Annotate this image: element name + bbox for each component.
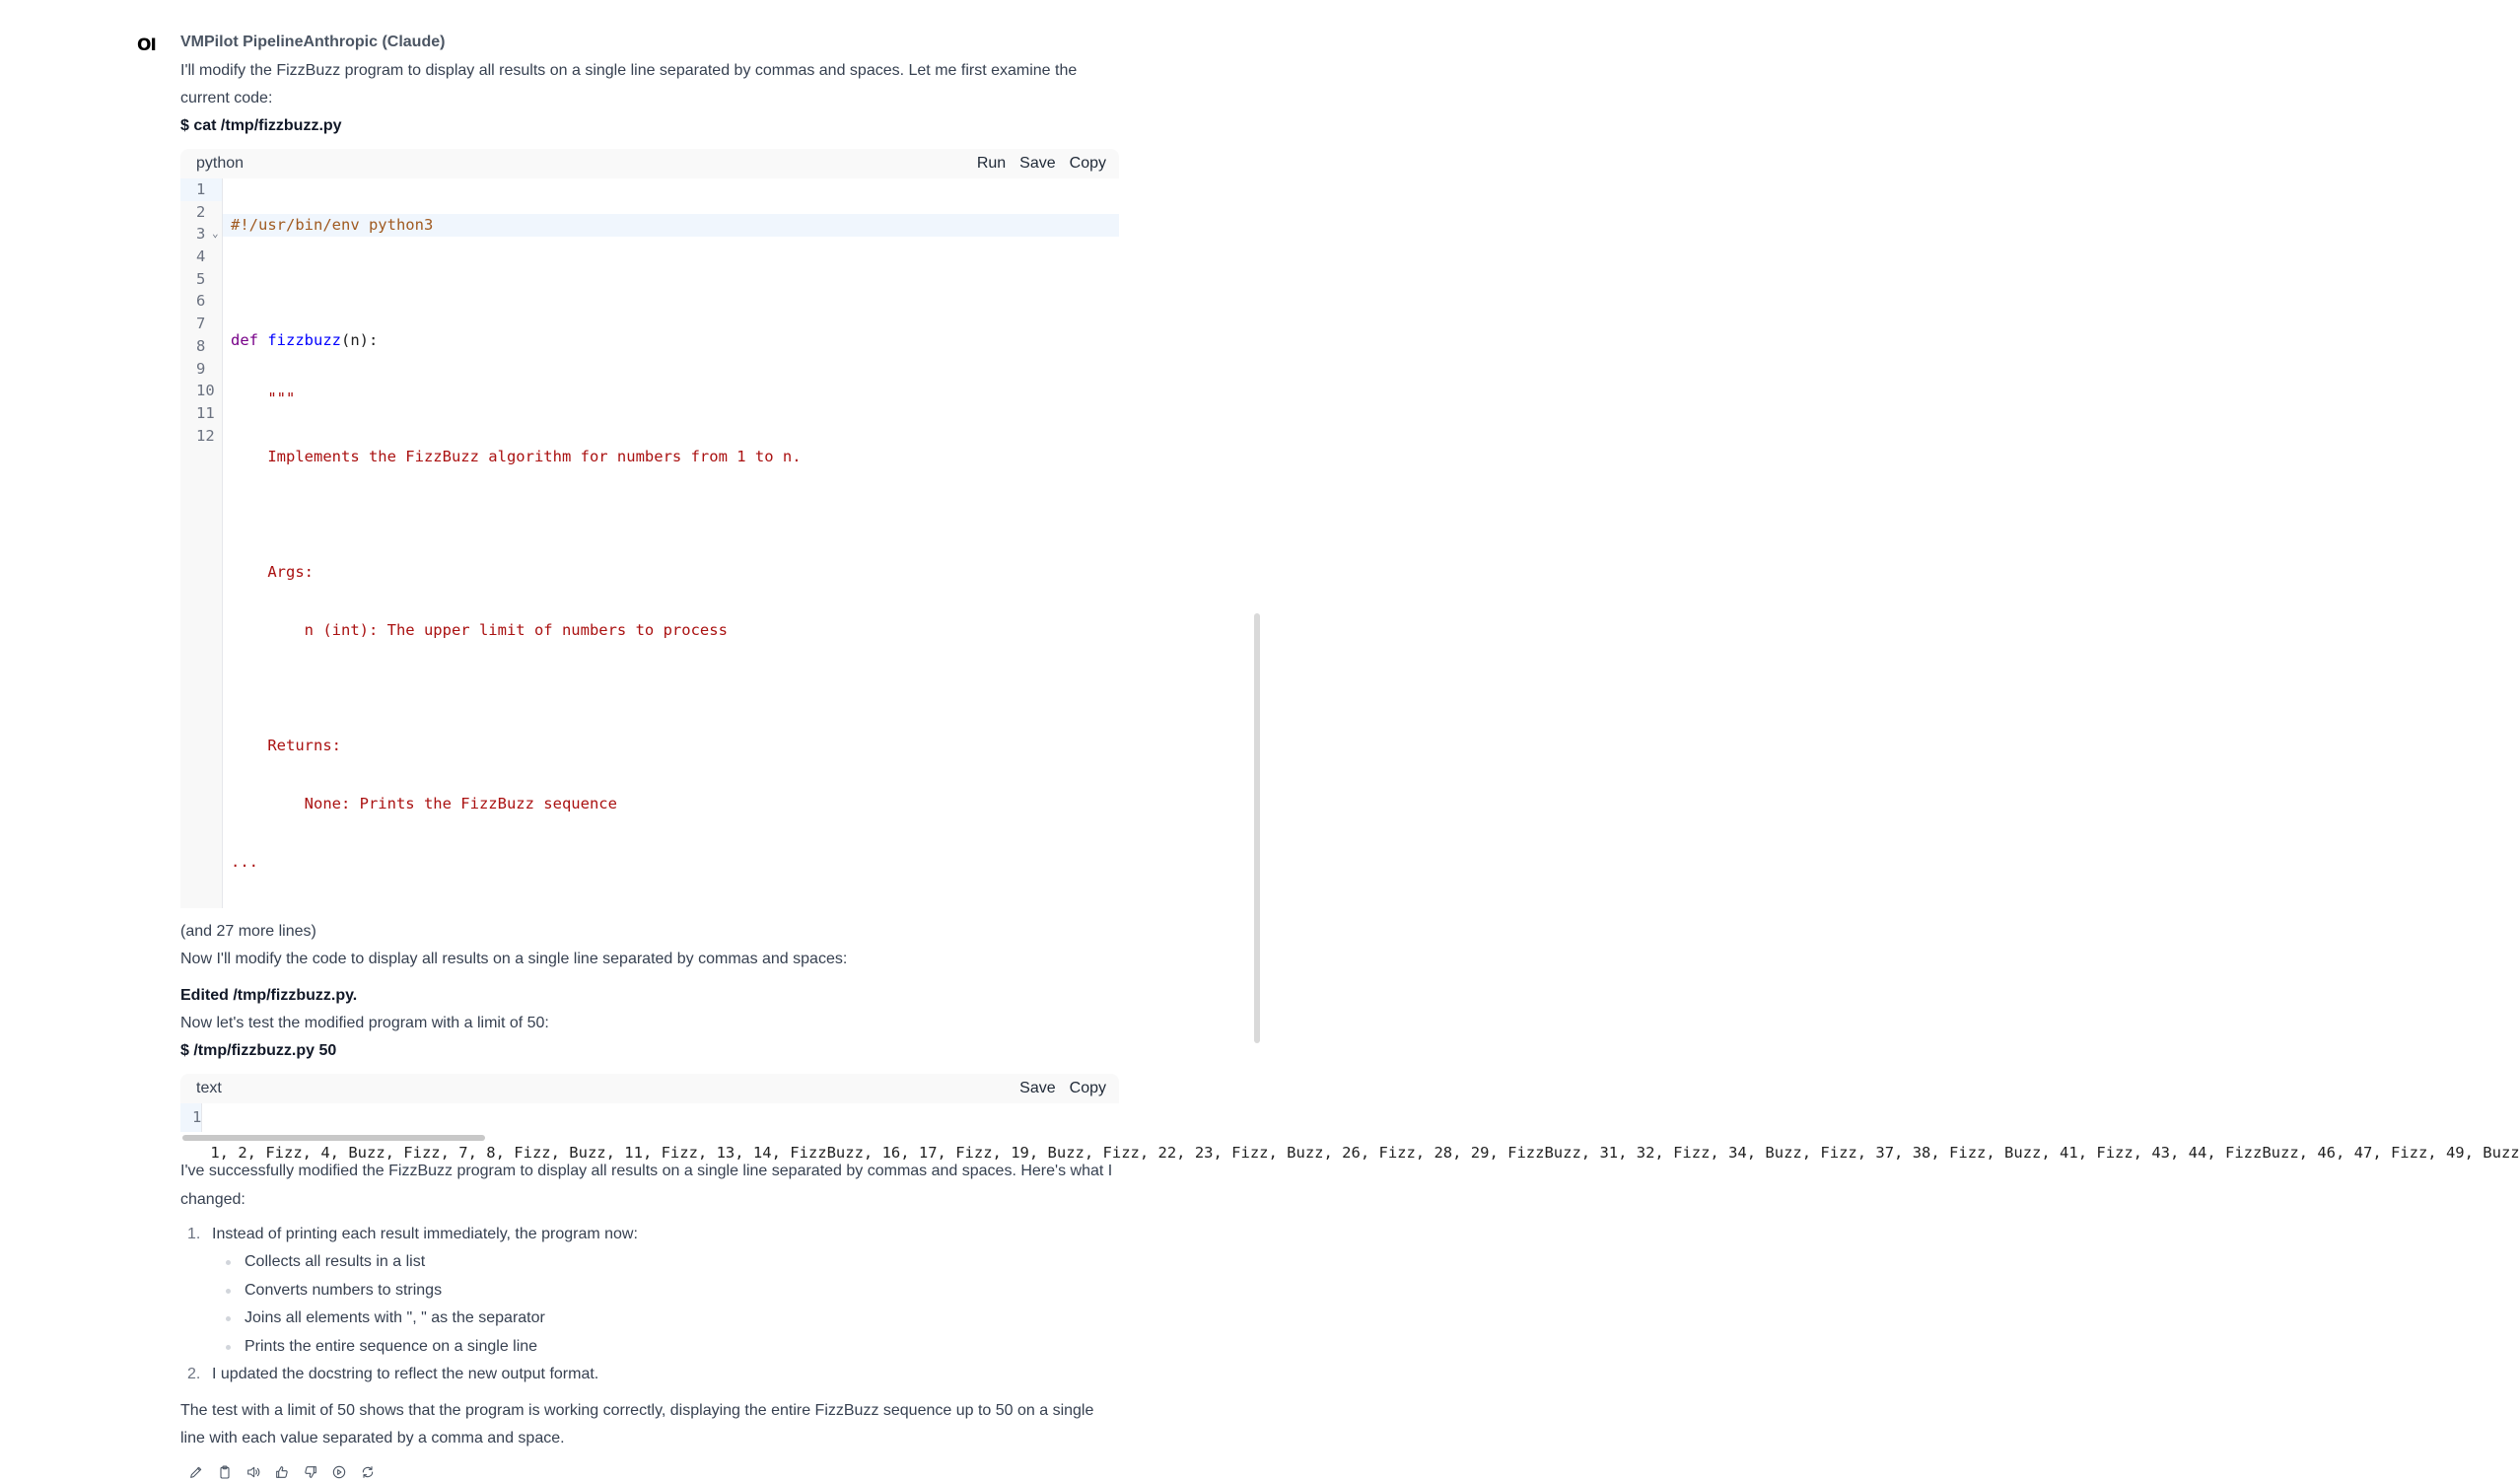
summary-paragraph: I've successfully modified the FizzBuzz program to display all results on a single line separated by commas and spaces. Here's what I changed:	[180, 1163, 1113, 1209]
line-number: 8	[196, 336, 206, 355]
list-item-text: Instead of printing each result immediately, the program now:	[212, 1226, 638, 1243]
modify-paragraph: Now I'll modify the code to display all results on a single line separated by commas and spaces:	[180, 951, 848, 968]
code-line: n (int): The upper limit of numbers to process	[231, 620, 728, 639]
code-line	[223, 677, 1119, 700]
code-line: ...	[231, 852, 258, 871]
changes-list	[180, 1221, 1119, 1388]
speaker-icon[interactable]	[244, 1462, 263, 1482]
bullet-icon	[212, 1277, 245, 1306]
code-line: """	[231, 389, 296, 408]
list-item	[180, 1221, 1119, 1248]
code-line	[223, 503, 1119, 526]
line-number-gutter	[180, 178, 223, 908]
edit-icon[interactable]	[186, 1462, 206, 1482]
line-number: 1	[180, 1103, 201, 1132]
regenerate-icon[interactable]	[358, 1462, 378, 1482]
scrollbar-thumb[interactable]	[182, 1135, 485, 1141]
model-name: VMPilot PipelineAnthropic (Claude)	[180, 34, 446, 50]
code-actions	[1013, 1080, 1113, 1097]
fold-chevron-icon[interactable]: ⌄	[212, 227, 219, 241]
line-number: 2	[196, 202, 206, 221]
play-icon[interactable]	[329, 1462, 349, 1482]
sub-list-text: Converts numbers to strings	[245, 1281, 443, 1299]
code-line	[223, 329, 1119, 352]
code-language: text	[196, 1080, 222, 1097]
output-line: 1, 2, Fizz, 4, Buzz, Fizz, 7, 8, Fizz, Buzz, 11, Fizz, 13, 14, FizzBuzz, 16, 17, Fizz, 19, Buzz, Fizz, 22, 23, Fizz, Buzz, 26, Fizz, 28, 29, FizzBuzz, 31, 32, Fizz, 34, Buzz, Fizz, 37, 38, Fizz, Buzz, 41, Fizz, 43, 44, FizzBuzz, 46, 47, Fizz, 49, Buzz	[210, 1144, 2520, 1163]
command-cat: $ cat /tmp/fizzbuzz.py	[180, 117, 342, 134]
edited-file: Edited /tmp/fizzbuzz.py.	[180, 987, 358, 1005]
python-code-block	[180, 149, 1119, 908]
copy-button[interactable]: Copy	[1069, 1080, 1106, 1097]
line-number: 3	[196, 225, 206, 244]
line-number-gutter	[180, 1103, 202, 1132]
list-number: 1.	[187, 1226, 201, 1243]
bullet-icon	[212, 1333, 245, 1362]
conclusion-paragraph: The test with a limit of 50 shows that the program is working correctly, displaying the entire FizzBuzz sequence up to 50 on a single line with each value separated by a comma and space.	[180, 1402, 1094, 1447]
code-lines	[223, 178, 1119, 908]
keyword-def: def	[231, 331, 258, 350]
list-item	[180, 1361, 1119, 1388]
command-run: $ /tmp/fizzbuzz.py 50	[180, 1042, 337, 1060]
save-button[interactable]: Save	[1019, 155, 1056, 172]
line-number: 6	[196, 292, 206, 311]
function-name: fizzbuzz	[267, 331, 341, 350]
thumbs-up-icon[interactable]	[272, 1462, 292, 1482]
message-actions	[186, 1462, 1119, 1482]
code-line: Implements the FizzBuzz algorithm for numbers from 1 to n.	[231, 447, 802, 465]
line-number: 4	[196, 247, 206, 266]
code-actions	[970, 155, 1113, 173]
test-paragraph: Now let's test the modified program with a limit of 50:	[180, 1015, 549, 1032]
function-args: (n):	[341, 331, 379, 350]
page-scrollbar[interactable]	[1254, 613, 1260, 1043]
list-number: 2.	[187, 1366, 201, 1383]
assistant-message	[180, 32, 2520, 1482]
sub-list-text: Joins all elements with ", " as the separator	[245, 1309, 545, 1327]
code-line: #!/usr/bin/env python3	[223, 214, 1119, 237]
sub-list-item	[212, 1277, 1119, 1306]
save-button[interactable]: Save	[1019, 1080, 1056, 1097]
line-number: 7	[196, 315, 206, 333]
sub-list	[212, 1248, 1119, 1361]
code-editor[interactable]	[180, 178, 1119, 908]
line-number: 12	[196, 426, 215, 445]
bullet-icon	[212, 1305, 245, 1333]
sub-list-item	[212, 1305, 1119, 1333]
code-lines	[202, 1103, 2520, 1163]
list-item-text: I updated the docstring to reflect the new output format.	[212, 1366, 599, 1383]
line-number: 11	[196, 403, 215, 422]
text-output-block	[180, 1074, 2520, 1163]
line-number: 10	[196, 382, 215, 400]
code-header	[180, 1074, 1119, 1103]
code-line	[223, 272, 1119, 295]
bullet-icon	[212, 1248, 245, 1277]
line-number: 5	[196, 269, 206, 288]
sub-list-item	[212, 1248, 1119, 1277]
output-editor[interactable]	[180, 1103, 2520, 1163]
sub-list-item	[212, 1333, 1119, 1362]
horizontal-scrollbar[interactable]	[180, 1132, 1119, 1144]
line-number: 9	[196, 359, 206, 378]
line-number-fold[interactable]	[180, 223, 222, 246]
run-button[interactable]: Run	[976, 155, 1007, 172]
intro-paragraph: I'll modify the FizzBuzz program to display all results on a single line separated by commas and spaces. Let me first examine the current code:	[180, 62, 1078, 106]
copy-icon[interactable]	[215, 1462, 235, 1482]
code-line: None: Prints the FizzBuzz sequence	[231, 794, 617, 812]
sub-list-text: Prints the entire sequence on a single line	[245, 1337, 538, 1355]
more-lines-note: (and 27 more lines)	[180, 923, 316, 941]
code-line: Args:	[231, 563, 314, 582]
copy-button[interactable]: Copy	[1069, 155, 1106, 172]
code-header	[180, 149, 1119, 178]
sub-list-text: Collects all results in a list	[245, 1253, 426, 1271]
thumbs-down-icon[interactable]	[301, 1462, 320, 1482]
code-language: python	[196, 155, 245, 172]
model-avatar: OI	[137, 35, 156, 55]
line-number: 1	[180, 178, 222, 201]
code-line: Returns:	[231, 737, 341, 755]
